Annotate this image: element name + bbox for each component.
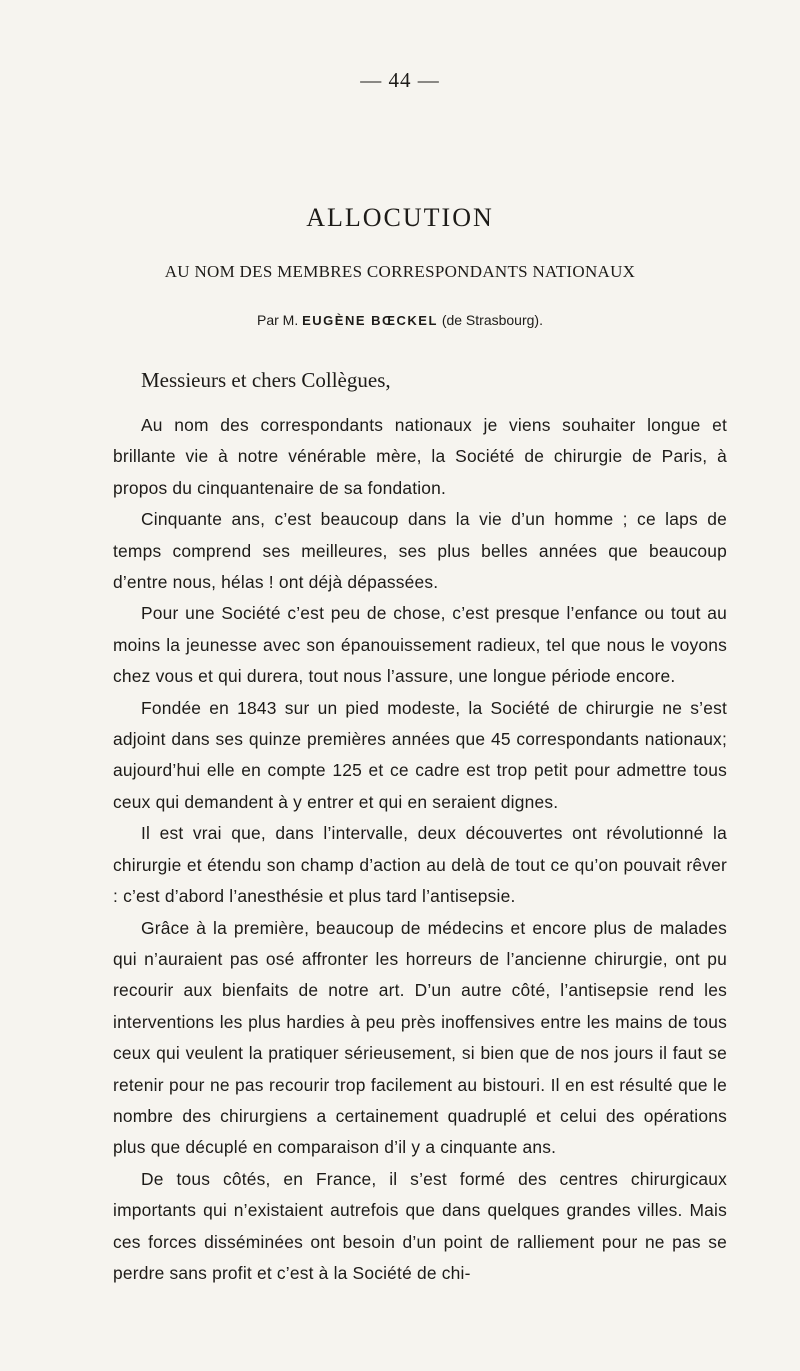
page-number: — 44 — [360,68,440,92]
paragraph: De tous côtés, en France, il s’est formé des centres chirurgicaux importants qui n’existaient autrefois que dans quelques grandes villes. Mais ces forces disséminées ont besoin d’un point de ralliement pour ne pas se perdre sans profit et c’est à la Société de chi- [113,1168,727,1283]
byline-suffix: (de Strasbourg). [441,312,543,328]
paragraph: Fondée en 1843 sur un pied modeste, la Société de chirurgie ne s’est adjoint dans ses quinze premières années que 45 correspondants nationaux; aujourd’hui elle en compte 125 et ce cadre est trop petit pour admettre tous ceux qui demandent à y entrer et qui en seraient dignes. [113,697,727,812]
paragraph: Il est vrai que, dans l’intervalle, deux découvertes ont révolutionné la chirurgie et étendu son champ d’action au delà de tout ce qu’on pouvait rêver : c’est d’abord l’anesthésie et plus tard l’antisepsie. [113,823,727,907]
page-title: ALLOCUTION [306,203,494,232]
byline-prefix: Par M. [257,312,299,328]
body-text [113,410,727,1289]
paragraph: Au nom des correspondants nationaux je viens souhaiter longue et brillante vie à notre vénérable mère, la Société de chirurgie de Paris, à propos du cinquantenaire de sa fondation. [113,415,727,498]
byline [0,312,800,328]
author-name: EUGÈNE BŒCKEL [302,313,438,328]
salutation: Messieurs et chers Collègues, [141,368,391,392]
page-subtitle: AU NOM DES MEMBRES CORRESPONDANTS NATIONAUX [164,262,636,281]
paragraph: Pour une Société c’est peu de chose, c’est presque l’enfance ou tout au moins la jeunesse avec son épanouissement radieux, tel que nous le voyons chez vous et qui durera, tout nous l’assure, une longue période encore. [113,603,727,687]
paragraph: Cinquante ans, c’est beaucoup dans la vie d’un homme ; ce laps de temps comprend ses meilleures, ses plus belles années que beaucoup d’entre nous, hélas ! ont déjà dépassées. [113,509,727,593]
paragraph: Grâce à la première, beaucoup de médecins et encore plus de malades qui n’auraient pas osé affronter les horreurs de l’ancienne chirurgie, ont pu recourir aux bienfaits de notre art. D’un autre côté, l’antisepsie rend les interventions les plus hardies à peu près inoffensives entre les mains de tous ceux qui veulent la pratiquer sérieusement, si bien que de nos jours il faut se retenir pour ne pas recourir trop facilement au bistouri. Il en est résulté que le nombre des chirurgiens a certainement quadruplé et celui des opérations plus que décuplé en comparaison d’il y a cinquante ans. [113,917,727,1158]
